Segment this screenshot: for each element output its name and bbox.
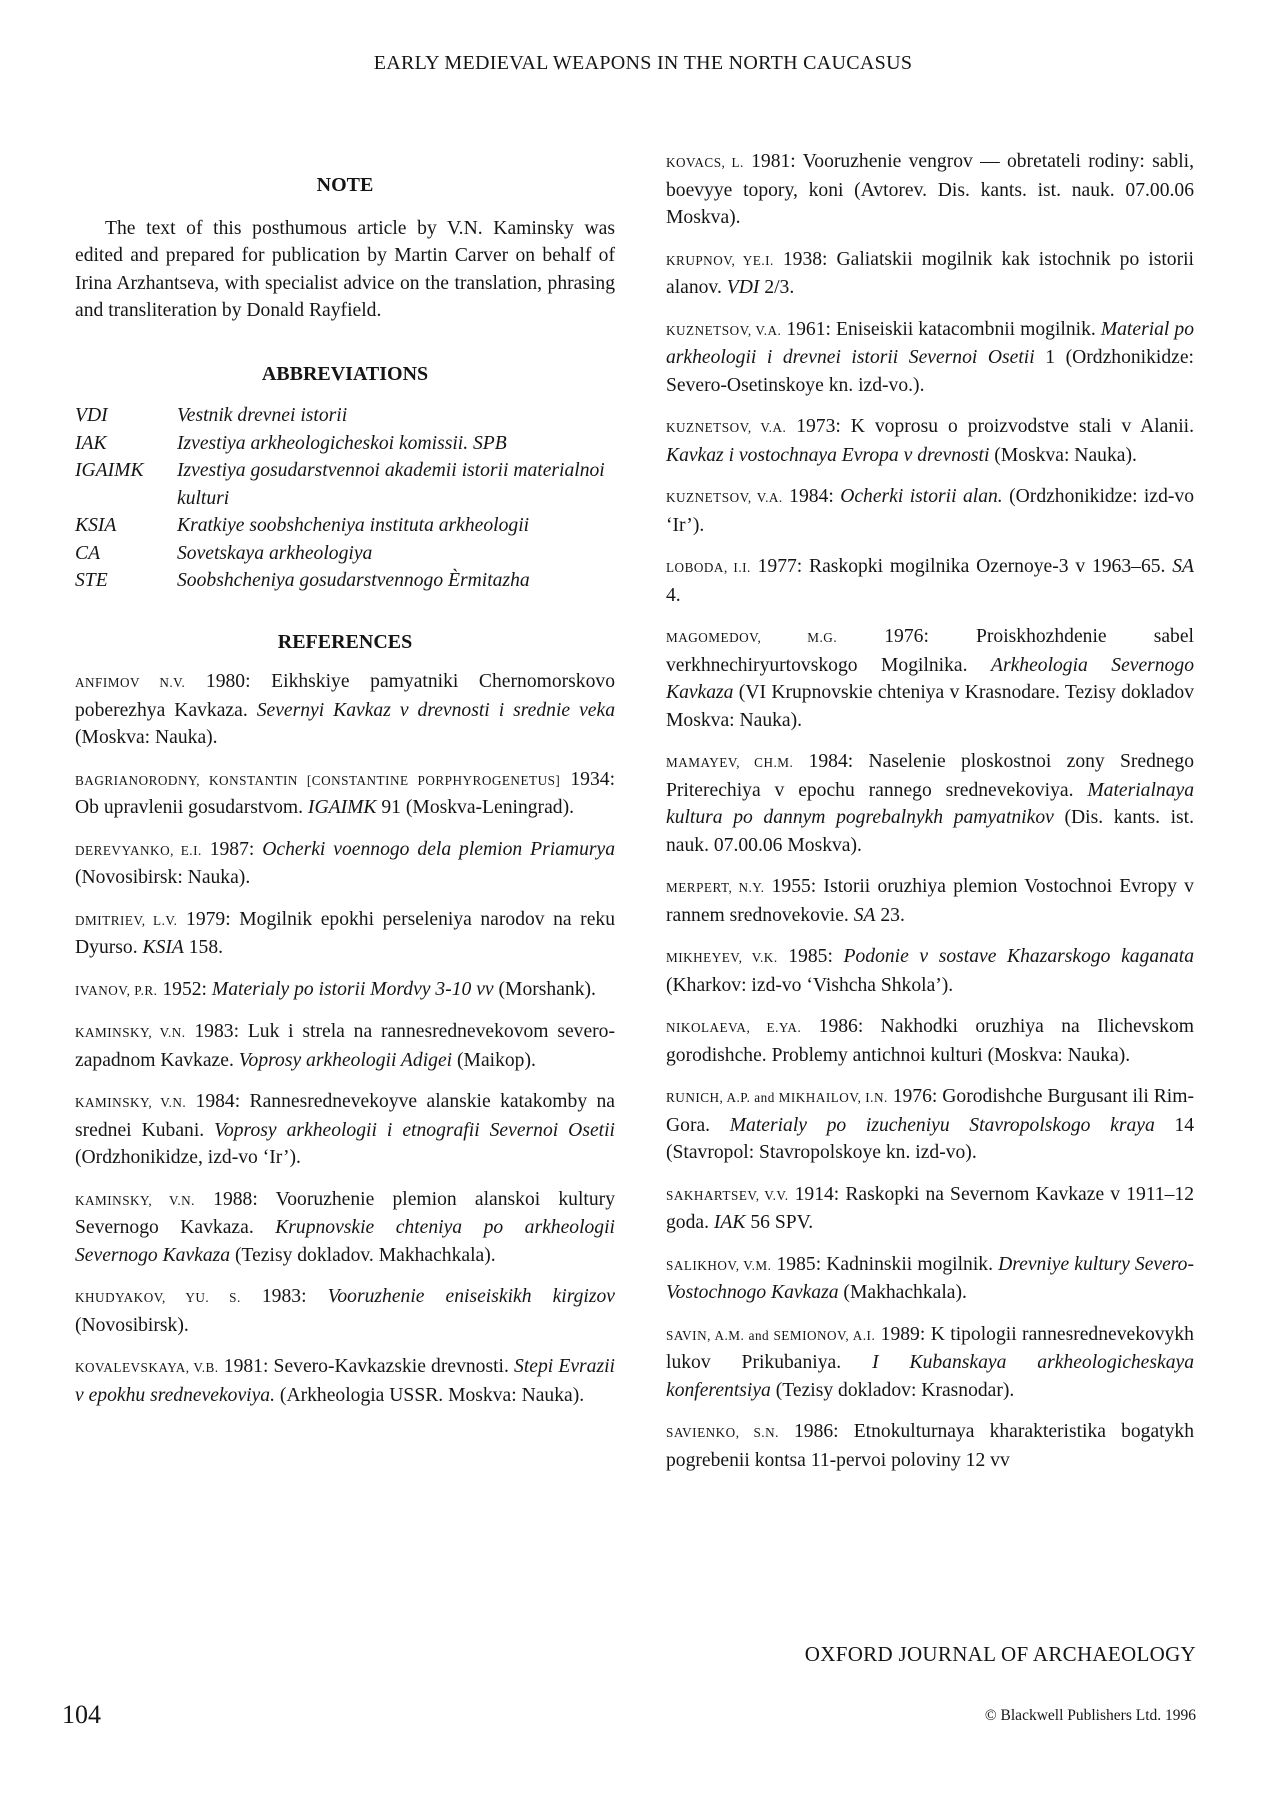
reference-text: 23. [875,904,905,926]
reference-author: MAGOMEDOV, M.G. [666,630,838,645]
reference-author: KRUPNOV, YE.I. [666,252,774,268]
reference-text: (Novosibirsk). [75,1314,189,1336]
abbreviation-definition: Sovetskaya arkheologiya [177,542,373,564]
abbreviation-code: VDI [75,405,108,426]
reference-text: 1986: Nakhodki oruzhiya na Ilichevskom gorodishche. Problemy antichnoi kulturi (Moskva: Nauka). [666,1016,1194,1066]
abbreviation-row [75,402,615,430]
reference-title: Ocherki istorii alan. [840,486,1003,507]
reference-entry [666,316,1194,400]
reference-title: Materialnaya kultura po dannym pogrebalnykh pamyatnikov [666,779,1194,828]
abbreviations-list [75,402,615,595]
reference-text: (Ordzhonikidze: izd-vo ‘Ir’). [666,486,1194,536]
reference-entry [666,483,1194,539]
reference-entry [75,1018,615,1074]
reference-title: Drevniye kultury Severo-Vostochnogo Kavkaza [666,1253,1194,1303]
reference-text: 1981: Severo-Kavkazskie drevnosti. [218,1356,515,1377]
reference-text: 158. [183,937,224,958]
copyright-notice: © Blackwell Publishers Ltd. 1996 [984,1707,1196,1724]
abbreviation-row [75,430,615,458]
reference-entry [75,906,615,962]
note-heading: NOTE [316,174,374,196]
reference-text: 1938: Galiatskii mogilnik kak istochnik po istorii alanov. [666,248,1195,298]
reference-text: (Moskva: Nauka). [989,444,1137,466]
reference-entry [666,1418,1194,1474]
reference-text: 1983: [240,1286,328,1307]
reference-author: DEREVYANKO, E.I. [75,842,202,858]
reference-author-conjunction: and [750,1090,779,1105]
reference-text: 1976: Gorodishche Burgusant ili Rim-Gora. [666,1086,1194,1136]
reference-entry [666,873,1194,929]
reference-entry [666,1321,1194,1405]
reference-title: Material po arkheologii i drevnei istorii Severnoi Osetii [666,318,1194,368]
reference-entry [666,413,1194,469]
reference-text: 1988: Vooruzhenie plemion alanskoi kultury Severnogo Kavkaza. [75,1188,615,1238]
reference-title: IAK [713,1212,746,1233]
reference-entry [75,976,615,1005]
reference-author: IVANOV, P.R. [75,982,158,998]
reference-author-conjunction: and [744,1327,774,1343]
reference-title: Stepi Evrazii v epokhu srednevekoviya. [75,1356,615,1406]
reference-author: BAGRIANORODNY, KONSTANTIN [CONSTANTINE PORPHYROGENETUS] [75,772,561,788]
reference-text: 1976: Proiskhozhdenie sabel verkhnechiryurtovskogo Mogilnika. [666,626,1194,676]
reference-title: Arkheologia Severnogo Kavkaza [666,654,1194,703]
reference-text: 14 (Stavropol: Stavropolskoye kn. izd-vo). [666,1114,1194,1163]
reference-text: 1914: Raskopki na Severnom Kavkaze v 1911–12 goda. [666,1183,1194,1233]
reference-author: KUZNETSOV, V.A. [666,420,787,435]
abbreviation-row [75,540,615,568]
abbreviation-code: STE [75,570,108,591]
reference-entry [75,1088,615,1172]
reference-text: 1986: Etnokulturnaya kharakteristika bogatykh pogrebenii kontsa 11-pervoi poloviny 12 vv [666,1421,1194,1471]
reference-author: KHUDYAKOV, YU. S. [75,1290,241,1305]
reference-text: (Morshank). [493,978,596,1000]
reference-text: (Dis. kants. ist. nauk. 07.00.06 Moskva). [666,807,1194,856]
reference-text: 1981: Vooruzhenie vengrov — obretateli rodiny: sabli, boevyye topory, koni (Avtorev. Dis. kants. ist. nauk. 07.00.06 Moskva). [666,151,1194,228]
reference-text: 91 (Moskva-Leningrad). [376,797,575,818]
abbreviations-heading: ABBREVIATIONS [261,362,429,385]
abbreviation-definition: Izvestiya arkheologicheskoi komissii. SPB [177,432,507,454]
reference-author: MERPERT, N.Y. [666,880,765,895]
reference-author: SEMIONOV, A.I. [773,1327,876,1343]
reference-title: VDI [726,277,760,298]
reference-author: SAKHARTSEV, V.V. [666,1187,789,1203]
reference-text: 1983: Luk i strela na rannesrednevekovom severo-zapadnom Kavkaze. [75,1021,615,1071]
reference-entry [666,1083,1194,1167]
reference-text: 1989: K tipologii rannesrednevekovykh lukov Prikubaniya. [666,1323,1194,1373]
reference-title: KSIA [142,937,184,958]
reference-text: 1961: Eniseiskii katacombnii mogilnik. [781,318,1101,340]
reference-text: 1985: [777,946,844,967]
reference-text: (Arkheologia USSR. Moskva: Nauka). [275,1384,585,1406]
reference-text: 1977: Raskopki mogilnika Ozernoye-3 v 1963–65. [750,556,1173,577]
reference-entry [75,1186,615,1270]
reference-title: Materialy po izucheniyu Stavropolskogo kraya [729,1114,1155,1136]
reference-author: SAVIENKO, S.N. [666,1425,779,1440]
reference-text: 1934: Ob upravlenii gosudarstvom. [75,768,616,818]
reference-entry [75,1353,615,1409]
references-list-left [75,668,615,1409]
reference-entry [666,748,1194,859]
reference-text: (Moskva: Nauka). [75,727,218,748]
reference-author: KOVACS, L. [666,155,744,170]
reference-entry [666,553,1194,609]
left-column [75,150,615,1423]
abbreviation-definition: Vestnik drevnei istorii [177,405,348,426]
reference-author: KAMINSKY, V.N. [75,1095,187,1110]
reference-author: KUZNETSOV, V.A. [666,490,783,505]
reference-author: KAMINSKY, V.N. [75,1192,195,1208]
reference-entry [75,668,615,752]
abbreviation-row [75,457,615,512]
reference-entry [666,1013,1194,1069]
reference-entry [75,766,615,822]
reference-author: KUZNETSOV, V.A. [666,322,782,338]
reference-title: IGAIMK [307,797,377,818]
reference-title: I Kubanskaya arkheologicheskaya konferentsiya [666,1352,1194,1401]
reference-title: SA [1172,556,1194,577]
references-list-right [666,148,1194,1474]
reference-text: 56 SPV. [745,1212,814,1233]
reference-title: Krupnovskie chteniya po arkheologii Severnogo Kavkaza [75,1217,615,1266]
abbreviation-code: KSIA [75,515,117,536]
reference-title: Ocherki voennogo dela plemion Priamurya [262,838,615,860]
reference-title: Voprosy arkheologii Adigei [238,1049,453,1071]
reference-author: NIKOLAEVA, E.YA. [666,1020,802,1035]
abbreviation-row [75,567,615,595]
references-heading: REFERENCES [277,630,413,653]
reference-author: KAMINSKY, V.N. [75,1025,186,1040]
reference-entry [666,148,1194,232]
abbreviation-row [75,512,615,540]
reference-text: 2/3. [759,277,795,298]
reference-author: ANFIMOV N.V. [75,675,186,690]
reference-title: Kavkaz i vostochnaya Evropa v drevnosti [666,444,990,466]
reference-text: 1984: [782,486,841,507]
reference-entry [666,1181,1194,1237]
reference-entry [666,246,1194,302]
reference-author: KOVALEVSKAYA, V.B. [75,1360,219,1375]
reference-text: 1952: [157,978,212,1000]
abbreviation-definition: Soobshcheniya gosudarstvennogo Èrmitazha [177,570,530,591]
reference-author: MAMAYEV, CH.M. [666,755,794,770]
reference-title: Voprosy arkheologii i etnografii Severnoi Osetii [214,1119,615,1141]
reference-title: Materialy po istorii Mordvy 3-10 vv [211,978,494,1000]
reference-title: Severnyi Kavkaz v drevnosti i srednie veka [256,699,615,721]
reference-author: MIKHEYEV, V.K. [666,950,778,965]
reference-title: SA [853,904,876,926]
reference-author: DMITRIEV, L.V. [75,912,178,928]
abbreviation-code: IAK [75,432,107,454]
reference-text: 1984: Naselenie ploskostnoi zony Srednego Priterechiya v epochu rannego srednevekoviya. [666,751,1194,801]
reference-author: MIKHAILOV, I.N. [778,1090,888,1105]
reference-text: 1 (Ordzhonikidze: Severo-Osetinskoye kn. izd-vo.). [666,347,1194,396]
abbreviation-definition: Kratkiye soobshcheniya instituta arkheologii [177,515,530,536]
reference-text: 1973: K voprosu o proizvodstve stali v Alanii. [786,416,1194,437]
reference-text: 1985: Kadninskii mogilnik. [771,1253,999,1275]
reference-text: (Tezisy dokladov: Krasnodar). [770,1379,1015,1401]
reference-text: (Tezisy dokladov. Makhachkala). [230,1244,496,1266]
reference-title: Podonie v sostave Khazarskogo kaganata [843,946,1194,967]
reference-author: RUNICH, A.P. [666,1090,751,1105]
reference-text: (Ordzhonikidze, izd-vo ‘Ir’). [75,1147,301,1168]
reference-text: (VI Krupnovskie chteniya v Krasnodare. Tezisy dokladov Moskva: Nauka). [666,682,1194,731]
abbreviation-definition: Izvestiya gosudarstvennoi akademii istorii materialnoi kulturi [177,460,605,509]
reference-title: Vooruzhenie eniseiskikh kirgizov [327,1286,615,1307]
reference-text: (Kharkov: izd-vo ‘Vishcha Shkola’). [666,974,954,996]
reference-entry [75,836,615,892]
abbreviation-code: IGAIMK [75,460,144,481]
reference-author: LOBODA, I.I. [666,560,751,575]
reference-text: (Maikop). [452,1049,536,1071]
reference-text: 1979: Mogilnik epokhi perseleniya narodov na reku Dyurso. [75,908,615,958]
reference-text: 4. [666,584,681,606]
reference-text: 1980: Eikhskiye pamyatniki Chernomorskovo poberezhya Kavkaza. [75,671,615,721]
reference-text: 1984: Rannesrednevekoyve alanskie katakomby na srednei Kubani. [75,1091,615,1141]
note-text: The text of this posthumous article by V.N. Kaminsky was edited and prepared for publication by Martin Carver on behalf of Irina Arzhantseva, with specialist advice on the translation, phrasing and transliteration by Donald Rayfield. [75,217,615,321]
journal-title: OXFORD JOURNAL OF ARCHAEOLOGY [804,1642,1196,1666]
reference-text: (Makhachkala). [838,1282,967,1303]
reference-text: 1987: [201,838,263,860]
reference-author: SALIKHOV, V.M. [666,1257,772,1273]
reference-entry [666,1251,1194,1307]
reference-entry [75,1283,615,1339]
page-number: 104 [62,1700,101,1729]
reference-entry [666,943,1194,999]
running-head: EARLY MEDIEVAL WEAPONS IN THE NORTH CAUCASUS [373,52,913,74]
right-column [666,148,1194,1488]
abbreviation-code: CA [75,542,101,564]
reference-text: (Novosibirsk: Nauka). [75,867,251,888]
reference-text: 1955: Istorii oruzhiya plemion Vostochnoi Evropy v rannem srednovekovie. [666,876,1194,926]
reference-author: SAVIN, A.M. [666,1327,745,1343]
reference-entry [666,623,1194,734]
